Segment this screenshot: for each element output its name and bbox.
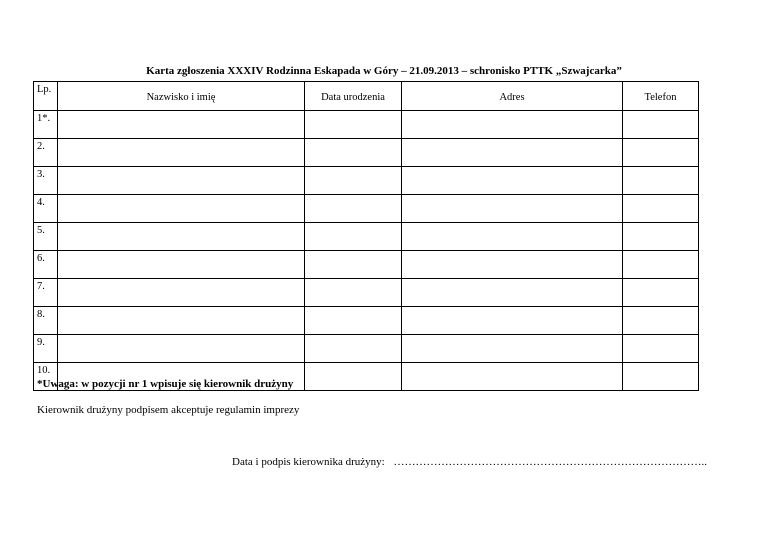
row-number: 9. xyxy=(34,335,58,363)
name-cell[interactable] xyxy=(58,335,305,363)
address-cell[interactable] xyxy=(402,223,623,251)
form-title: Karta zgłoszenia XXXIV Rodzinna Eskapada w Góry – 21.09.2013 – schronisko PTTK „Szwajcarka” xyxy=(146,65,622,77)
phone-cell[interactable] xyxy=(623,307,699,335)
row-number: 3. xyxy=(34,167,58,195)
phone-cell[interactable] xyxy=(623,335,699,363)
phone-cell[interactable] xyxy=(623,111,699,139)
row-number: 5. xyxy=(34,223,58,251)
name-cell[interactable] xyxy=(58,139,305,167)
table-row xyxy=(34,279,699,307)
phone-cell[interactable] xyxy=(623,223,699,251)
birthdate-cell[interactable] xyxy=(305,307,402,335)
phone-cell[interactable] xyxy=(623,251,699,279)
name-cell[interactable] xyxy=(58,307,305,335)
phone-cell[interactable] xyxy=(623,139,699,167)
table-row xyxy=(34,307,699,335)
birthdate-cell[interactable] xyxy=(305,279,402,307)
address-cell[interactable] xyxy=(402,195,623,223)
address-cell[interactable] xyxy=(402,111,623,139)
address-cell[interactable] xyxy=(402,307,623,335)
row-number: 2. xyxy=(34,139,58,167)
phone-cell[interactable] xyxy=(623,363,699,391)
table-row xyxy=(34,167,699,195)
birthdate-cell[interactable] xyxy=(305,167,402,195)
phone-cell[interactable] xyxy=(623,279,699,307)
address-cell[interactable] xyxy=(402,335,623,363)
birthdate-cell[interactable] xyxy=(305,195,402,223)
name-cell[interactable] xyxy=(58,279,305,307)
name-cell[interactable] xyxy=(58,111,305,139)
table-header-row xyxy=(34,82,699,111)
birthdate-cell[interactable] xyxy=(305,335,402,363)
row-number: 8. xyxy=(34,307,58,335)
address-cell[interactable] xyxy=(402,251,623,279)
acceptance-statement: Kierownik drużyny podpisem akceptuje regulamin imprezy xyxy=(37,404,300,416)
address-cell[interactable] xyxy=(402,167,623,195)
registration-table xyxy=(33,81,699,391)
birthdate-cell[interactable] xyxy=(305,223,402,251)
row-number: 4. xyxy=(34,195,58,223)
name-cell[interactable] xyxy=(58,223,305,251)
phone-cell[interactable] xyxy=(623,195,699,223)
header-lp: Lp. xyxy=(34,82,58,111)
signature-field[interactable]: ………………………………………………………………………….. xyxy=(393,456,707,468)
name-cell[interactable] xyxy=(58,167,305,195)
row-number: 1*. xyxy=(34,111,58,139)
header-phone: Telefon xyxy=(623,82,699,111)
table-row xyxy=(34,139,699,167)
header-address: Adres xyxy=(402,82,623,111)
birthdate-cell[interactable] xyxy=(305,251,402,279)
birthdate-cell[interactable] xyxy=(305,363,402,391)
name-cell[interactable] xyxy=(58,251,305,279)
table-row xyxy=(34,223,699,251)
header-birthdate: Data urodzenia xyxy=(305,82,402,111)
table-row xyxy=(34,335,699,363)
table-row xyxy=(34,195,699,223)
address-cell[interactable] xyxy=(402,139,623,167)
table-row xyxy=(34,111,699,139)
row-number: 6. xyxy=(34,251,58,279)
birthdate-cell[interactable] xyxy=(305,111,402,139)
row-number: 10. xyxy=(34,363,58,391)
phone-cell[interactable] xyxy=(623,167,699,195)
signature-label: Data i podpis kierownika drużyny: xyxy=(232,456,385,468)
captain-note: *Uwaga: w pozycji nr 1 wpisuje się kierownik drużyny xyxy=(37,378,294,390)
birthdate-cell[interactable] xyxy=(305,139,402,167)
row-number: 7. xyxy=(34,279,58,307)
signature-line xyxy=(232,456,707,468)
name-cell[interactable] xyxy=(58,195,305,223)
header-name: Nazwisko i imię xyxy=(58,82,305,111)
table-row xyxy=(34,251,699,279)
address-cell[interactable] xyxy=(402,279,623,307)
address-cell[interactable] xyxy=(402,363,623,391)
